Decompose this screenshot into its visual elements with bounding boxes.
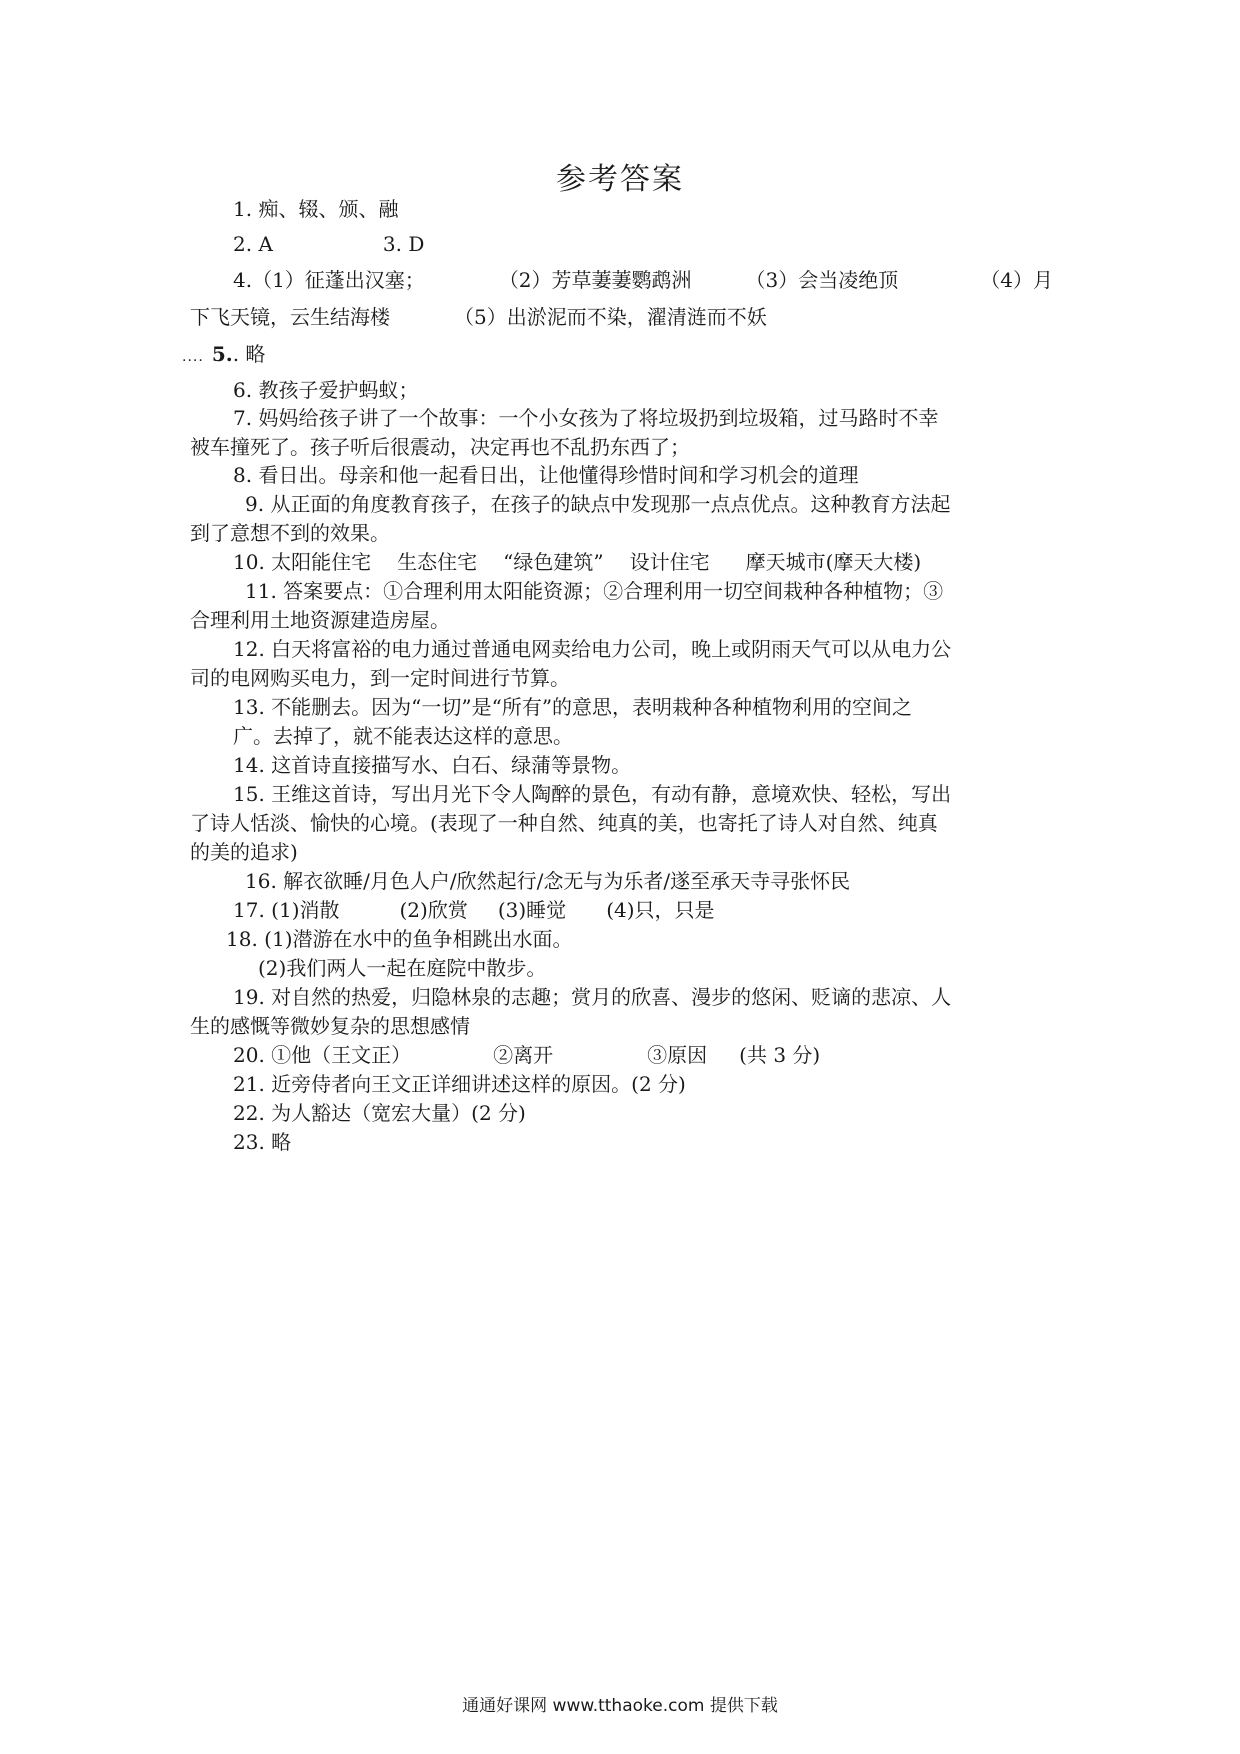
answer-15-line-1: 15. 王维这首诗，写出月光下令人陶醉的景色，有动有静，意境欢快、轻松，写出 [233, 782, 952, 806]
answer-4-part-4: （4）月 [980, 268, 1053, 292]
answer-12-line-2: 司的电网购买电力，到一定时间进行节算。 [190, 666, 570, 690]
answer-17-part-2: (2)欣赏 [399, 898, 468, 922]
answer-6: 6. 教孩子爱护蚂蚁； [233, 378, 419, 402]
answer-7-line-1: 7. 妈妈给孩子讲了一个故事：一个小女孩为了将垃圾扔到垃圾箱，过马路时不幸 [233, 406, 939, 430]
page-title: 参考答案 [556, 162, 684, 197]
answer-10-part-5: 摩天城市(摩天大楼) [745, 550, 922, 574]
answer-5-text: . 略 [232, 342, 266, 366]
answer-2-3 [233, 231, 424, 257]
answer-20-part-4: (共 3 分) [739, 1043, 821, 1067]
answer-10-part-3: “绿色建筑” [503, 550, 604, 574]
answer-2: 2. A [233, 232, 273, 256]
answer-19-line-2: 生的感慨等微妙复杂的思想感情 [190, 1014, 470, 1038]
answer-18-line-2: (2)我们两人一起在庭院中散步。 [258, 956, 547, 980]
answer-21: 21. 近旁侍者向王文正详细讲述这样的原因。(2 分) [233, 1072, 686, 1096]
answer-13-line-1: 13. 不能删去。因为“一切”是“所有”的意思，表明栽种各种植物利用的空间之 [233, 695, 913, 719]
answer-3: 3. D [382, 232, 425, 256]
answer-4-part-4-cont: 下飞天镜，云生结海楼 [190, 305, 390, 329]
answer-17 [233, 897, 715, 923]
answer-11-line-2: 合理利用土地资源建造房屋。 [190, 608, 450, 632]
answer-9-line-2: 到了意想不到的效果。 [190, 521, 390, 545]
answer-20 [233, 1042, 820, 1068]
answer-23: 23. 略 [233, 1130, 292, 1154]
answer-4-line-1 [233, 267, 1053, 293]
answer-5-number: 5. [211, 342, 233, 366]
answer-20-part-2: ②离开 [493, 1043, 554, 1067]
answer-19-line-1: 19. 对自然的热爱，归隐林泉的志趣；赏月的欣喜、漫步的悠闲、贬谪的悲凉、人 [233, 985, 952, 1009]
answer-15-line-2: 了诗人恬淡、愉快的心境。(表现了一种自然、纯真的美，也寄托了诗人对自然、纯真 [190, 811, 938, 835]
answer-4-part-2: （2）芳草萋萋鹦鹉洲 [498, 268, 692, 292]
answer-18-line-1: 18. (1)潜游在水中的鱼争相跳出水面。 [226, 927, 573, 951]
answer-11-line-1: 11. 答案要点：①合理利用太阳能资源；②合理利用一切空间栽种各种植物；③ [245, 579, 944, 603]
answer-10-part-2: 生态住宅 [397, 550, 478, 574]
answer-22: 22. 为人豁达（宽宏大量）(2 分) [233, 1101, 526, 1125]
answer-4-part-3: （3）会当凌绝顶 [745, 268, 899, 292]
answer-7-line-2: 被车撞死了。孩子听后很震动，决定再也不乱扔东西了； [190, 435, 690, 459]
answer-8: 8. 看日出。母亲和他一起看日出，让他懂得珍惜时间和学习机会的道理 [233, 463, 859, 487]
answer-5 [182, 341, 265, 370]
answer-15-line-3: 的美的追求) [190, 840, 298, 864]
answer-4-part-1: 4.（1）征蓬出汉塞； [233, 268, 425, 292]
answer-9-line-1: 9. 从正面的角度教育孩子，在孩子的缺点中发现那一点点优点。这种教育方法起 [245, 492, 951, 516]
answer-10 [233, 549, 921, 575]
answer-13-line-2: 广。去掉了，就不能表达这样的意思。 [233, 724, 573, 748]
answer-4-line-2 [190, 304, 767, 330]
answer-14: 14. 这首诗直接描写水、白石、绿蒲等景物。 [233, 753, 632, 777]
answer-12-line-1: 12. 白天将富裕的电力通过普通电网卖给电力公司，晚上或阴雨天气可以从电力公 [233, 637, 952, 661]
answer-20-part-1: 20. ①他（王文正） [233, 1043, 412, 1067]
answer-17-part-3: (3)睡觉 [497, 898, 567, 922]
answer-5-dots: .... [182, 349, 204, 365]
answer-16: 16. 解衣欲睡/月色人户/欣然起行/念无与为乐者/遂至承天寺寻张怀民 [245, 869, 851, 893]
answer-17-part-1: 17. (1)消散 [233, 898, 340, 922]
answer-4-part-5: （5）出淤泥而不染，濯清涟而不妖 [454, 305, 767, 329]
answer-1: 1. 痴、辍、颁、融 [233, 197, 399, 221]
footer-credit: 通通好课网 www.tthaoke.com 提供下载 [462, 1696, 778, 1716]
answer-10-part-1: 10. 太阳能住宅 [233, 550, 372, 574]
answer-17-part-4: (4)只，只是 [606, 898, 715, 922]
answer-10-part-4: 设计住宅 [629, 550, 710, 574]
answer-20-part-3: ③原因 [647, 1043, 708, 1067]
